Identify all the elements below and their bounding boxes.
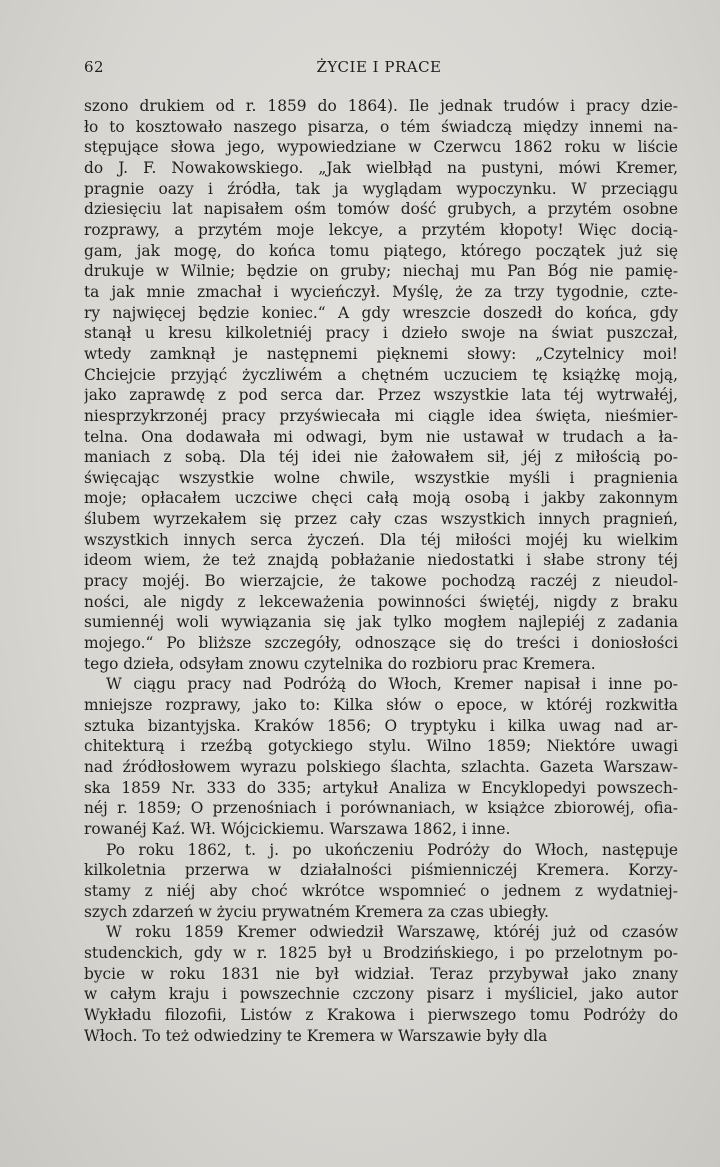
text-line: mniejsze rozprawy, jako to: Kilka słów o epoce, w któréj rozkwitła <box>84 696 678 715</box>
text-line: dziesięciu lat napisałem ośm tomów dość grubych, a przytém osobne <box>84 200 678 219</box>
text-line: kilkoletnia przerwa w działalności piśmienniczéj Kremera. Korzy- <box>84 861 678 880</box>
text-line: Wykładu filozofii, Listów z Krakowa i pierwszego tomu Podróży do <box>84 1005 678 1024</box>
text-line: ry najwięcej będzie koniec.“ A gdy wreszcie doszedł do końca, gdy <box>84 303 678 322</box>
text-line: jako zaprawdę z pod serca dar. Przez wszystkie lata téj wytrwałéj, <box>84 386 678 405</box>
paragraph <box>84 96 678 674</box>
text-line: stamy z niéj aby choć wkrótce wspomnieć o jednem z wydatniej- <box>84 881 678 900</box>
body-text <box>84 96 678 1046</box>
text-line: szych zdarzeń w życiu prywatném Kremera za czas ubiegły. <box>84 902 549 921</box>
text-line: Włoch. To też odwiedziny te Kremera w Warszawie były dla <box>84 1026 548 1045</box>
paragraph <box>84 922 678 1046</box>
text-line: ideom wiem, że też znajdą pobłażanie niedostatki i słabe strony téj <box>84 551 678 570</box>
text-line: studenckich, gdy w r. 1825 był u Brodzińskiego, i po przelotnym po- <box>84 943 678 962</box>
text-line: Chciejcie przyjąć życzliwém a chętném uczuciem tę książkę moją, <box>84 365 678 384</box>
text-line: drukuje w Wilnie; będzie on gruby; niechaj mu Pan Bóg nie pamię- <box>84 262 678 281</box>
text-line: sztuka bizantyjska. Kraków 1856; O tryptyku i kilka uwag nad ar- <box>84 716 678 735</box>
text-line: pragnie oazy i źródła, tak ja wyglądam wypoczynku. W przeciągu <box>84 179 678 198</box>
text-line: bycie w roku 1831 nie był widział. Teraz przybywał jako znany <box>84 964 678 983</box>
text-line: néj r. 1859; O przenośniach i porównaniach, w książce zbiorowéj, ofia- <box>84 799 678 818</box>
paragraph <box>84 840 678 923</box>
text-line: nad źródłosłowem wyrazu polskiego ślachta, szlachta. Gazeta Warszaw- <box>84 758 678 776</box>
page-header <box>84 58 674 82</box>
text-line: pracy mojéj. Bo wierzajcie, że takowe pochodzą raczéj z nieudol- <box>84 572 678 591</box>
text-line: moje; opłacałem uczciwe chęci całą moją osobą i jakby zakonnym <box>84 489 678 508</box>
text-line: W roku 1859 Kremer odwiedził Warszawę, któréj już od czasów <box>106 923 678 942</box>
text-line: niesprzykrzonéj pracy przyświecała mi ciągle idea święta, nieśmier- <box>84 406 678 425</box>
text-line: w całym kraju i powszechnie czczony pisarz i myśliciel, jako autor <box>84 985 678 1004</box>
text-line: rowanéj Kaź. Wł. Wójcickiemu. Warszawa 1862, i inne. <box>84 819 511 838</box>
text-line: mojego.“ Po bliższe szczegóły, odnoszące się do treści i doniosłości <box>84 634 678 653</box>
text-line: sumiennéj woli wywiązania się jak tylko mogłem najlepiéj z zadania <box>84 613 678 632</box>
text-line: chitekturą i rzeźbą gotyckiego stylu. Wilno 1859; Niektóre uwagi <box>84 737 678 756</box>
text-line: wszystkich innych serca życzeń. Dla téj miłości mojéj ku wielkim <box>84 530 678 549</box>
text-line: telna. Ona dodawała mi odwagi, bym nie ustawał w trudach a ła- <box>84 427 678 446</box>
text-line: ska 1859 Nr. 333 do 335; artykuł Analiza w Encyklopedyi powszech- <box>84 778 678 797</box>
running-title: ŻYCIE I PRACE <box>316 58 442 76</box>
text-line: ności, ale nigdy z lekceważenia powinności świętéj, nigdy z braku <box>84 592 678 611</box>
text-line: wtedy zamknął je następnemi pięknemi słowy: „Czytelnicy moi! <box>84 344 678 363</box>
text-line: gam, jak mogę, do końca tomu piątego, którego początek już się <box>84 241 678 260</box>
page-number: 62 <box>84 58 105 76</box>
text-line: stanął u kresu kilkoletniéj pracy i dzieło swoje na świat puszczał, <box>84 324 678 343</box>
text-line: Po roku 1862, t. j. po ukończeniu Podróży do Włoch, następuje <box>106 840 678 859</box>
text-line: ło to kosztowało naszego pisarza, o tém świadczą między innemi na- <box>84 117 678 136</box>
text-line: szono drukiem od r. 1859 do 1864). Ile jednak trudów i pracy dzie- <box>84 97 678 115</box>
text-line: ślubem wyrzekałem się przez cały czas wszystkich innych pragnień, <box>84 510 678 529</box>
text-line: ta jak mnie zmachał i wycieńczył. Myślę, że za trzy tygodnie, czte- <box>84 282 678 301</box>
text-line: rozprawy, a przytém moje lekcye, a przytém kłopoty! Więc docią- <box>84 220 678 239</box>
text-line: do J. F. Nowakowskiego. „Jak wielbłąd na pustyni, mówi Kremer, <box>84 158 678 177</box>
text-line: święcając wszystkie wolne chwile, wszystkie myśli i pragnienia <box>84 468 678 487</box>
paragraph <box>84 674 678 839</box>
text-line: tego dzieła, odsyłam znowu czytelnika do rozbioru prac Kremera. <box>84 654 596 673</box>
text-line: maniach z sobą. Dla téj idei nie żałowałem sił, jéj z miłością po- <box>84 448 678 467</box>
text-line: W ciągu pracy nad Podróżą do Włoch, Kremer napisał i inne po- <box>106 675 678 694</box>
text-line: stępujące słowa jego, wypowiedziane w Czerwcu 1862 roku w liście <box>84 138 678 157</box>
